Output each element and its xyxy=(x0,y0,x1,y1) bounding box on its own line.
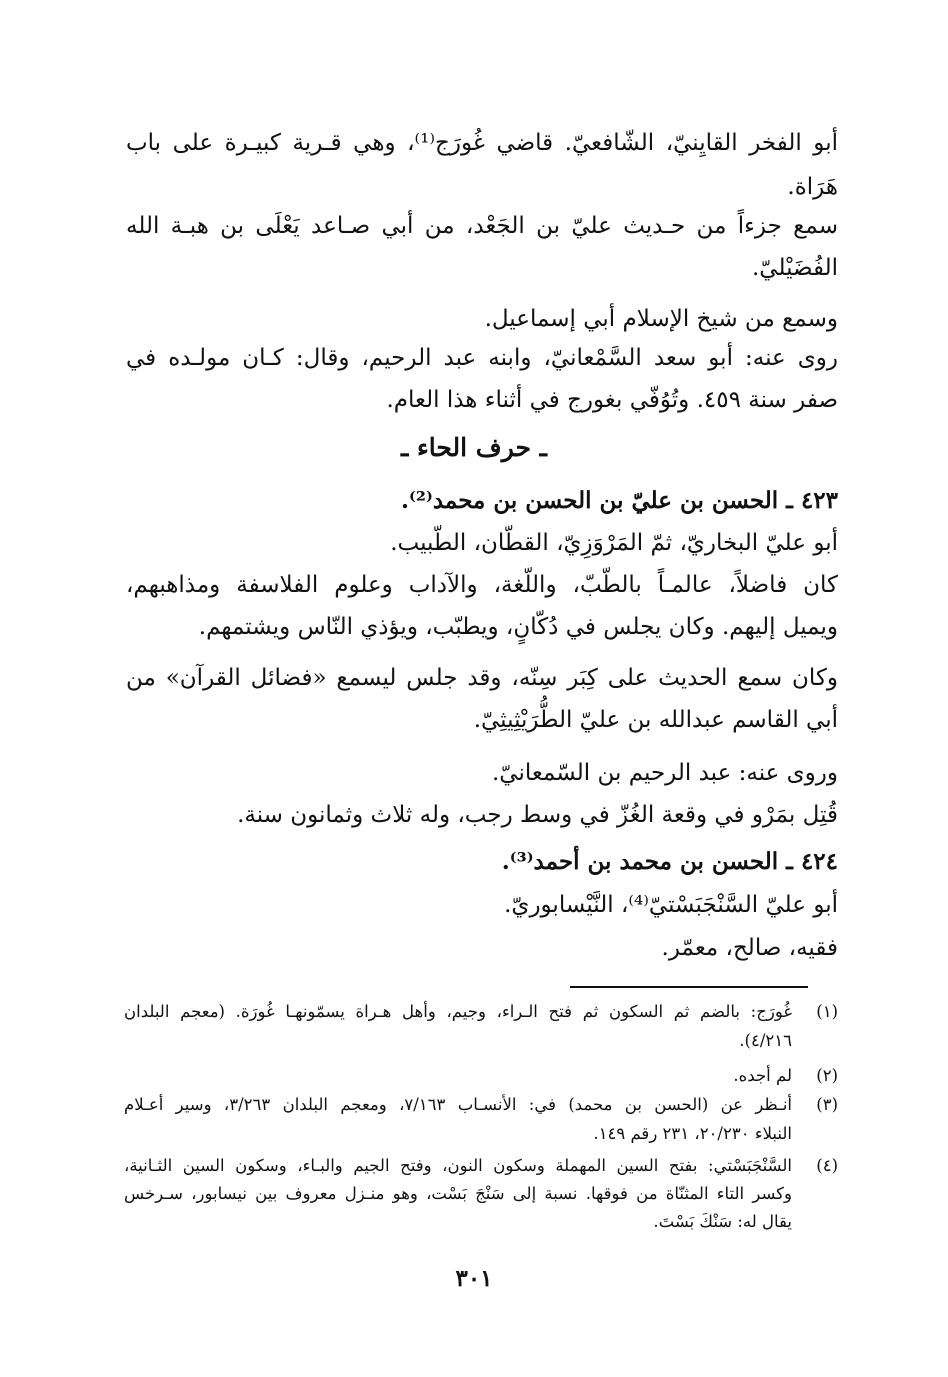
footnote-text: ٤/٢١٦). xyxy=(739,1031,792,1050)
footnote-number: (٤) xyxy=(816,1156,838,1175)
page-number: ٣٠١ xyxy=(455,1265,493,1292)
text-line: أبو الفخر القايِنيّ، الشّافعيّ. قاضي غُورَج⁽¹⁾، وهي قـرية كبيـرة على باب xyxy=(126,130,838,156)
section-heading: ـ حرف الحاء ـ xyxy=(401,433,547,462)
footnote-text: السَّنْجَبَسْتي: بفتح السين المهملة وسكون النون، وفتح الجيم والبـاء، وسكون السين الثـانية، xyxy=(124,1156,792,1175)
text-line: روى عنه: أبو سعد السَّمْعانيّ، وابنه عبد الرحيم، وقال: كـان مولـده في xyxy=(126,345,838,371)
text-line: وروى عنه: عبد الرحيم بن السّمعانيّ. xyxy=(491,760,838,786)
footnote-text: وكسر التاء المثنّاة من فوقها. نسبة إلى سَنْجَ بَسْت، وهو منـزل معروف بين نيسابور، سـرخس xyxy=(124,1184,792,1203)
text-line: فقيه، صالح، معمّر. xyxy=(661,935,838,961)
text-line: وكان سمع الحديث على كِبَر سِنّه، وقد جلس ليسمع «فضائل القرآن» من xyxy=(126,665,838,691)
text-line: كان فاضلاً، عالمـاً بالطّبّ، واللّغة، والآداب وعلوم الفلاسفة ومذاهبهم، xyxy=(126,572,838,598)
text-line: أبو عليّ السَّنْجَبَسْتيّ⁽⁴⁾، النَّيْسابوريّ. xyxy=(504,892,838,918)
text-line: هَرَاة. xyxy=(787,174,838,200)
footnote-text: لم أجده. xyxy=(733,1066,792,1085)
footnote-text: غُورَج: بالضم ثم السكون ثم فتح الـراء، وجيم، وأهل هـراة يسمّونهـا غُورَة. (معجم البلدان xyxy=(124,1002,792,1021)
entry-title: ٤٢٤ ـ الحسن بن محمد بن أحمد⁽³⁾. xyxy=(501,848,838,875)
text-line: سمع جزءاً من حـديث عليّ بن الجَعْد، من أبي صـاعد يَعْلَى بن هبـة الله xyxy=(126,213,838,239)
footnote-text: النبلاء ٢٠/٢٣٠، ٢٣١ رقم ١٤٩. xyxy=(593,1124,792,1143)
entry-title: ٤٢٣ ـ الحسن بن عليّ بن الحسن بن محمد⁽²⁾. xyxy=(401,487,838,514)
text-line: قُتِل بمَرْو في وقعة الغُزّ في وسط رجب، وله ثلاث وثمانون سنة. xyxy=(237,802,838,828)
footnote-text: أنـظر عن (الحسن بن محمد) في: الأنسـاب ٧/١٦٣، ومعجم البلدان ٣/٢٦٣، وسير أعـلام xyxy=(124,1095,792,1114)
text-line: صفر سنة ٤٥٩. وتُوُفّي بغورج في أثناء هذا العام. xyxy=(386,387,838,413)
text-line: أبو عليّ البخاريّ، ثمّ المَرْوَزِيّ، القطّان، الطّبيب. xyxy=(390,530,838,556)
text-line: ويميل إليهم. وكان يجلس في دُكّانٍ، ويطبّب، ويؤذي النّاس ويشتمهم. xyxy=(198,614,838,640)
footnote-number: (١) xyxy=(816,1002,838,1021)
text-line: الفُضَيْليّ. xyxy=(751,255,838,281)
text-line: أبي القاسم عبدالله بن عليّ الطُّرَيْثِيثِيّ. xyxy=(473,707,838,733)
footnote-number: (٢) xyxy=(816,1066,838,1085)
footnote-separator xyxy=(570,986,808,988)
footnote-text: يقال له: سَنْكَ بَسْتَ. xyxy=(653,1212,792,1231)
text-line: وسمع من شيخ الإسلام أبي إسماعيل. xyxy=(484,306,838,332)
footnote-number: (٣) xyxy=(816,1095,838,1114)
